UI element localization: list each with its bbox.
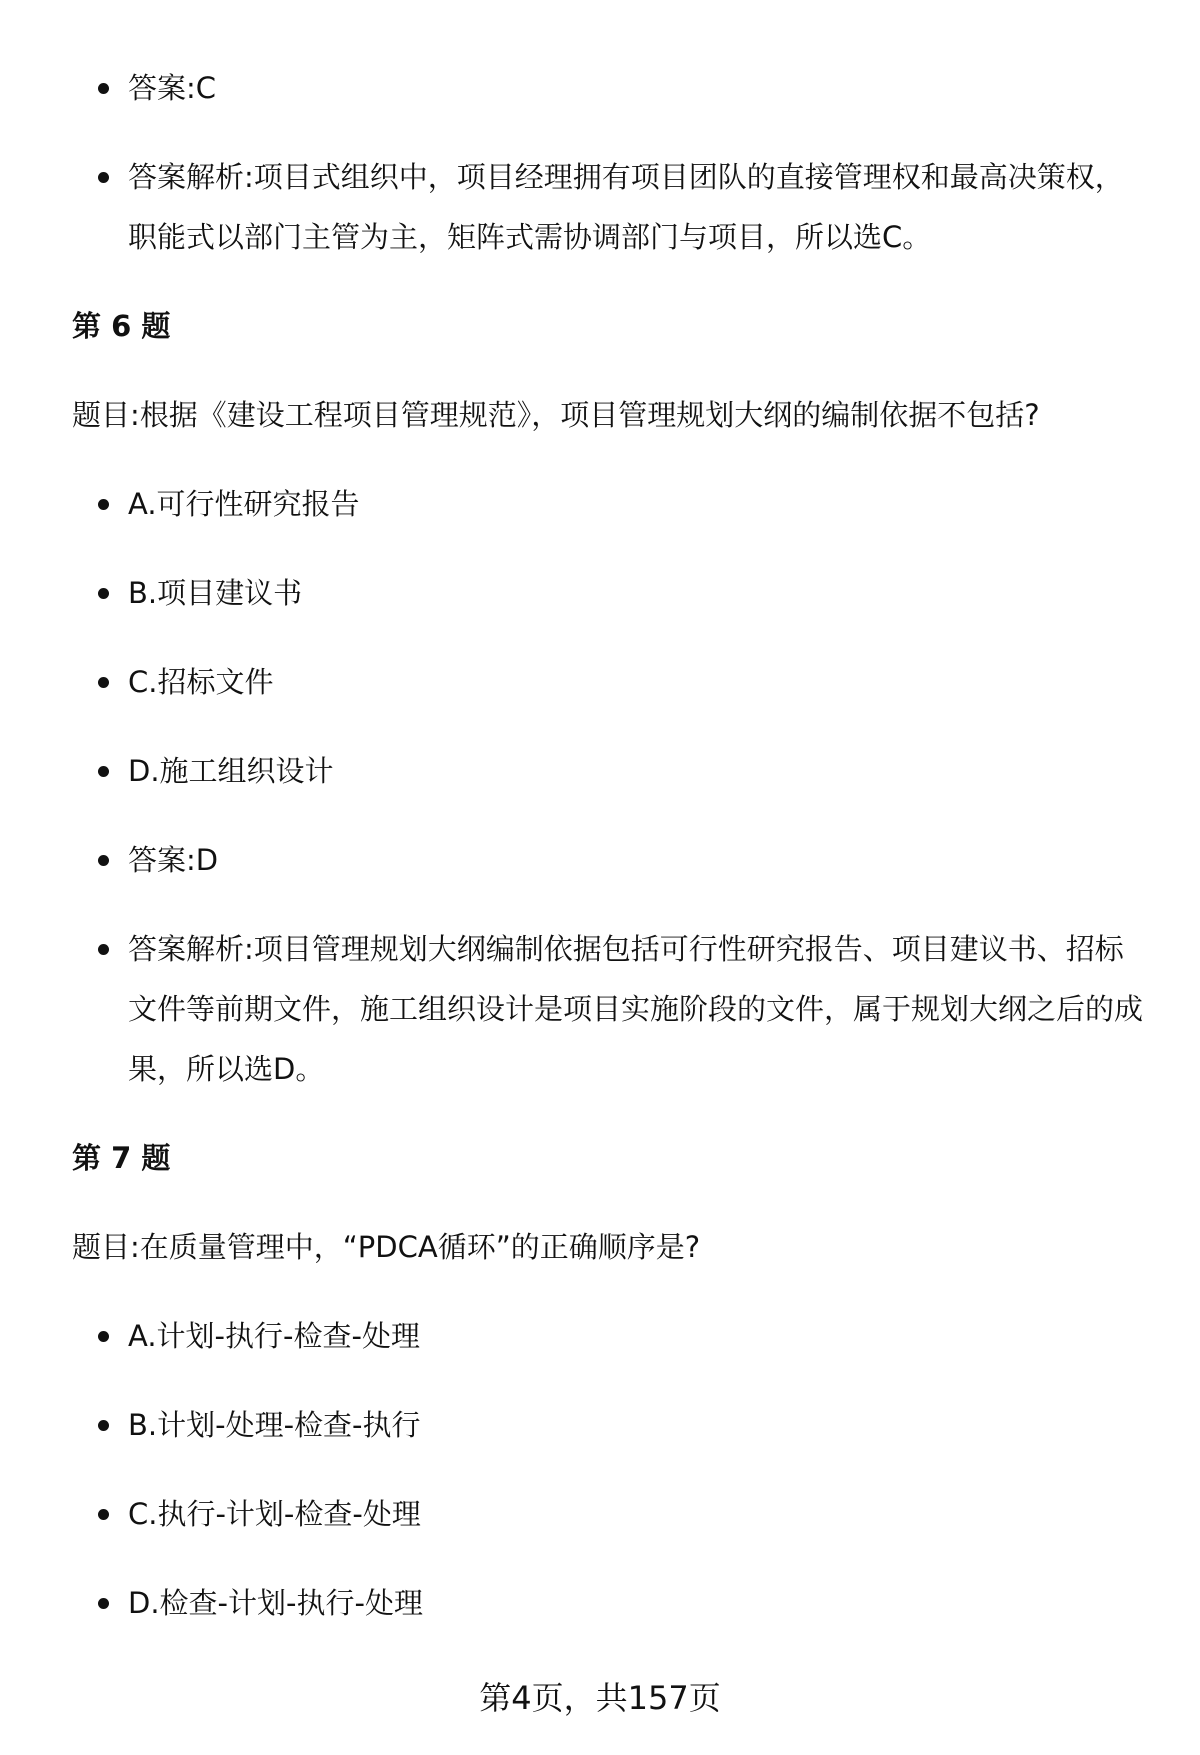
option-d: D.检查-计划-执行-处理	[72, 1573, 1152, 1633]
option-b: B.计划-处理-检查-执行	[72, 1395, 1152, 1455]
question-heading-6: 第 6 题	[72, 309, 171, 343]
page-content	[72, 58, 1152, 1662]
analysis-item: 答案解析:项目式组织中，项目经理拥有项目团队的直接管理权和最高决策权，职能式以部门主管为主，矩阵式需协调部门与项目，所以选C。	[72, 147, 1152, 267]
analysis-item: 答案解析:项目管理规划大纲编制依据包括可行性研究报告、项目建议书、招标文件等前期文件，施工组织设计是项目实施阶段的文件，属于规划大纲之后的成果，所以选D。	[72, 919, 1152, 1099]
option-a: A.可行性研究报告	[72, 474, 1152, 534]
option-c: C.执行-计划-检查-处理	[72, 1484, 1152, 1544]
question-text-7: 题目:在质量管理中，“PDCA循环”的正确顺序是?	[72, 1230, 701, 1264]
question-7-list	[72, 1306, 1152, 1633]
answer-item: 答案:D	[72, 830, 1152, 890]
question-text-6: 题目:根据《建设工程项目管理规范》，项目管理规划大纲的编制依据不包括?	[72, 398, 1040, 432]
option-b: B.项目建议书	[72, 563, 1152, 623]
answer-item: 答案:C	[72, 58, 1152, 118]
page-number-footer: 第4页，共157页	[479, 1679, 721, 1717]
option-c: C.招标文件	[72, 652, 1152, 712]
option-d: D.施工组织设计	[72, 741, 1152, 801]
prev-question-tail	[72, 58, 1152, 267]
question-6-list	[72, 474, 1152, 1099]
option-a: A.计划-执行-检查-处理	[72, 1306, 1152, 1366]
question-heading-7: 第 7 题	[72, 1141, 171, 1175]
